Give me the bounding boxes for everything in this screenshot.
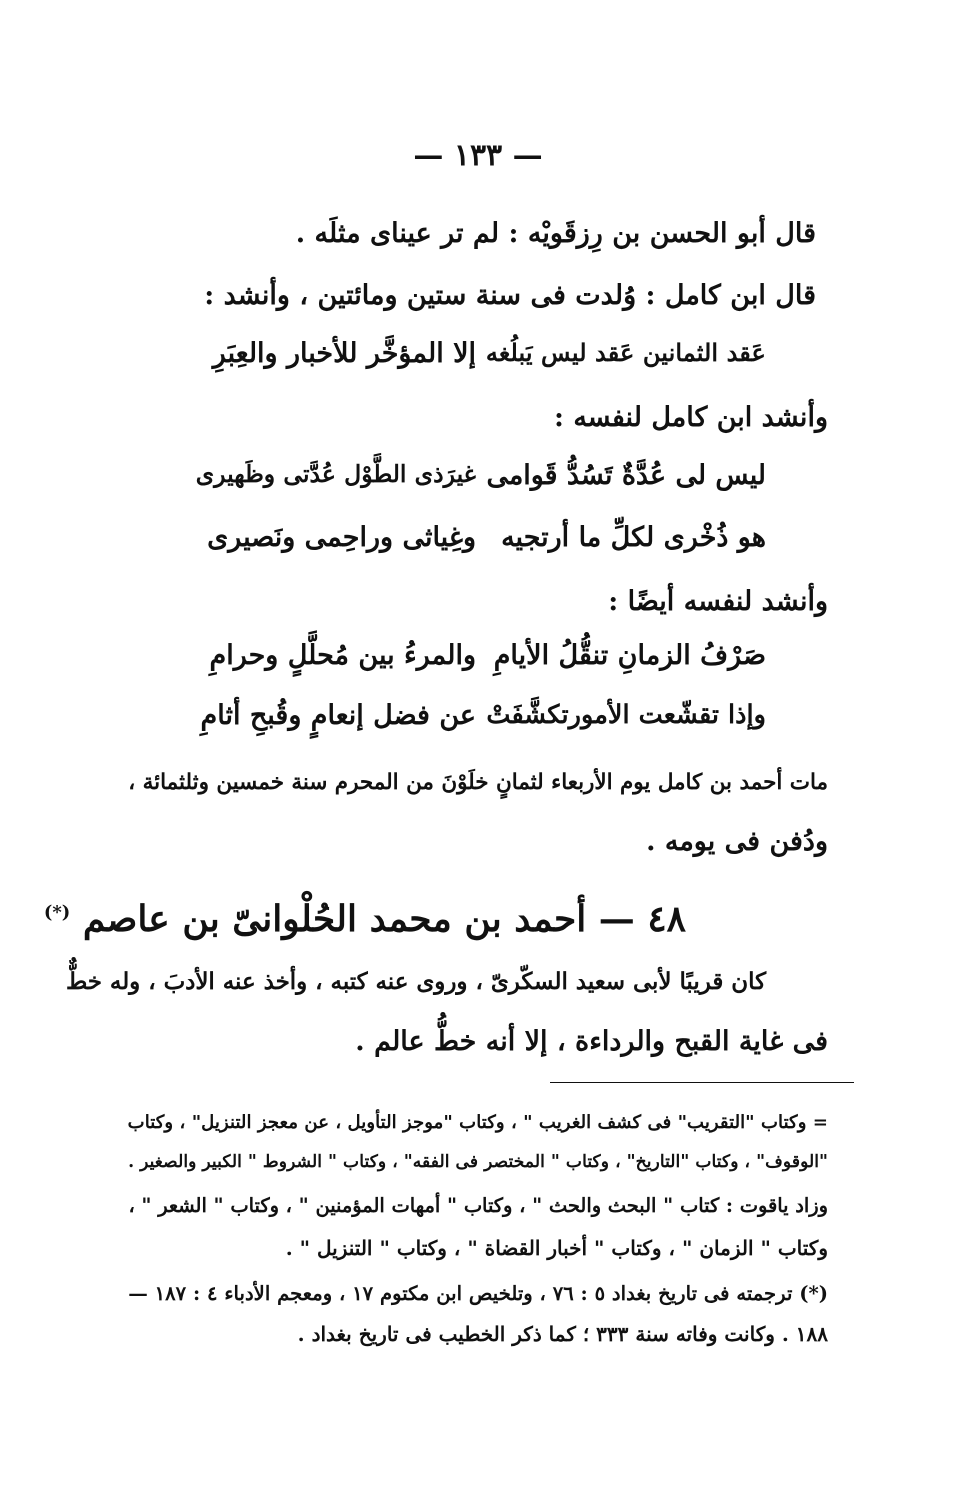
verse-hemistich-right: وإذا تقشّعت الأمورتكشَّفَتْ: [486, 700, 766, 730]
verse-hemistich-right: صَرْفُ الزمانِ تنقُّلُ الأيامِ: [493, 640, 766, 671]
footnote-line: وكتاب " الزمان " ، وكتاب " أخبار القضاة " ، وكتاب " التنزيل " .: [285, 1236, 828, 1260]
footnote-line: (*) ترجمته فى تاريخ بغداد ٥ : ٧٦ ، وتلخيص ابن مكتوم ١٧ ، ومعجم الأدباء ٤ : ١٨٧ —: [128, 1282, 828, 1305]
page-number: — ١٣٣ —: [413, 138, 543, 173]
verse-hemistich-left: غيرَذى الطَّوْل عُدَّتى وظَهيرى: [195, 460, 476, 488]
footnote-line: "الوقوف" ، وكتاب "التاريخ" ، وكتاب " المختصر فى الفقه" ، وكتاب " الشروط " الكبير والصغير .: [128, 1152, 828, 1172]
entry-title: ٤٨ — أحمد بن محمد الحُلْوانىّ بن عاصم: [82, 898, 686, 940]
text-line: مات أحمد بن كامل يوم الأربعاء لثمانٍ خلَوْنَ من المحرم سنة خمسين وثلثمائة ،: [128, 770, 828, 795]
verse-intro: وأنشد ابن كامل لنفسه :: [553, 402, 828, 433]
footnote-line: = وكتاب "التقريب" فى كشف الغريب " ، وكتاب "موجز التأويل ، عن معجز التنزيل" ، وكتاب: [127, 1112, 828, 1133]
text-line: ودُفن فى يومه .: [646, 826, 828, 857]
verse-hemistich-left: وغِياثى وراحِمى ونَصيرى: [207, 522, 476, 553]
footnote-line: ١٨٨ . وكانت وفاته سنة ٣٣٣ ؛ كما ذكر الخطيب فى تاريخ بغداد .: [297, 1322, 828, 1346]
verse-hemistich-right: هو ذُخْرى لكلِّ ما أرتجيه: [501, 522, 766, 553]
verse-hemistich-left: إلا المؤخَّر للأخبار والعِبَرِ: [212, 338, 476, 369]
text-line: قال أبو الحسن بن رِزقَويْه : لم تر عيناى مثلَه .: [295, 218, 816, 249]
verse-hemistich-left: عن فضل إنعامٍ وقُبحِ أثامِ: [200, 700, 476, 731]
verse-intro: وأنشد لنفسه أيضًا :: [608, 586, 828, 617]
footnote-marker: (*): [43, 902, 71, 923]
verse-hemistich-right: ليس لى عُدَّةٌ تَسُدُّ قَوامى: [486, 460, 766, 491]
verse-hemistich-right: عَقد الثمانين عَقد ليس يَبلُغه: [485, 338, 766, 367]
verse-hemistich-left: والمرءُ بين مُحلَّلٍ وحرامِ: [209, 640, 476, 671]
text-line: كان قريبًا لأبى سعيد السكّرىّ ، وروى عنه كتبه ، وأخذ عنه الأدبَ ، وله خطٌّ: [66, 968, 766, 995]
text-line: فى غاية القبح والرداءة ، إلا أنه خطُّ عالم .: [355, 1026, 828, 1057]
entry-heading: [44, 898, 686, 940]
text-line: قال ابن كامل : وُلدت فى سنة ستين ومائتين ، وأنشد :: [204, 280, 816, 311]
footnote-line: وزاد ياقوت : كتاب " البحث والحث " ، وكتاب " أمهات المؤمنين " ، وكتاب " الشعر " ،: [128, 1194, 828, 1217]
footnote-separator: [550, 1082, 854, 1083]
